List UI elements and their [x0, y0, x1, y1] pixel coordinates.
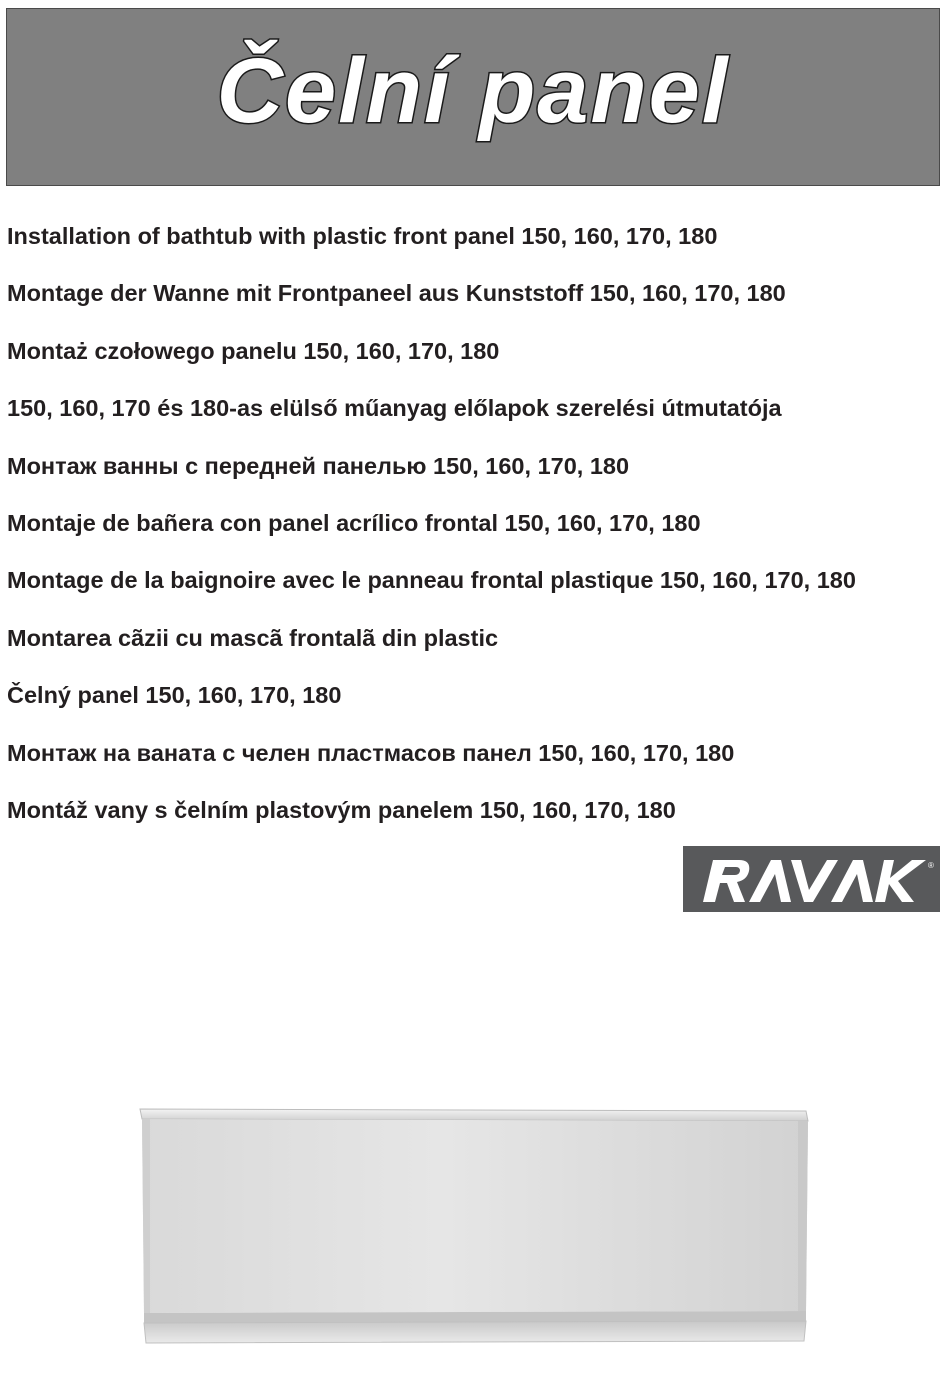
ravak-logo-icon [683, 846, 940, 912]
title-line-pl: Montaż czołowego panelu 150, 160, 170, 180 [7, 337, 500, 364]
ravak-logo [683, 846, 940, 912]
title-line-fr: Montage de la baignoire avec le panneau frontal plastique 150, 160, 170, 180 [7, 567, 856, 594]
title-line-es: Montaje de bañera con panel acrílico frontal 150, 160, 170, 180 [7, 509, 701, 536]
logo-letter-k [875, 860, 926, 902]
front-panel-image [138, 1105, 810, 1345]
title-line-cz: Montáž vany s čelním plastovým panelem 150, 160, 170, 180 [7, 796, 676, 823]
title-line-de: Montage der Wanne mit Frontpaneel aus Kunststoff 150, 160, 170, 180 [7, 280, 786, 307]
title-line-en: Installation of bathtub with plastic front panel 150, 160, 170, 180 [7, 223, 718, 249]
multilingual-title-list [7, 218, 942, 849]
logo-letter-a2 [831, 860, 873, 902]
title-line-sk: Čelný panel 150, 160, 170, 180 [7, 682, 342, 709]
logo-letter-r [703, 860, 749, 902]
title-line-ru: Монтаж ванны с передней панелью 150, 160, 170, 180 [7, 452, 630, 479]
logo-letter-a [749, 860, 791, 902]
registered-mark: ® [928, 861, 934, 870]
title-line-ro: Montarea cãzii cu mascã frontalã din plastic [7, 624, 499, 651]
logo-letter-v [791, 860, 838, 902]
page-title: Čelní panel [216, 39, 730, 142]
title-banner [6, 8, 940, 186]
front-panel-illustration [138, 1105, 810, 1345]
title-line-hu: 150, 160, 170 és 180-as elülső műanyag előlapok szerelési útmutatója [7, 395, 782, 422]
title-line-bg: Монтаж на ваната с челен пластмасов панел 150, 160, 170, 180 [7, 739, 735, 766]
